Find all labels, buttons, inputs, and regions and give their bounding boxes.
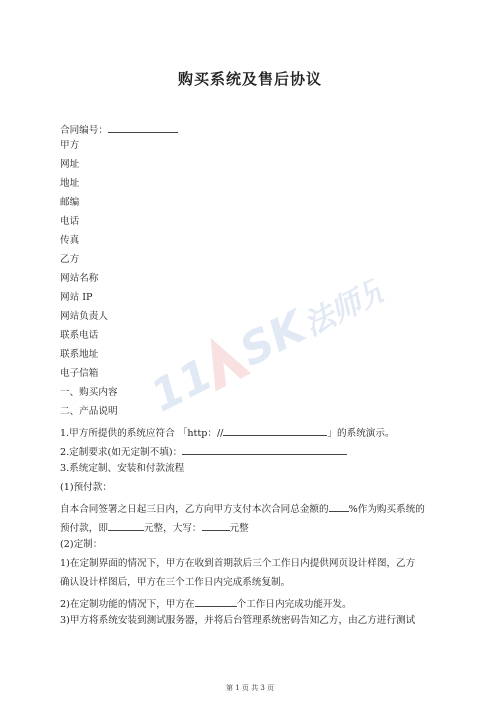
watermark-text-a: 11 <box>142 349 221 423</box>
percent-blank[interactable] <box>329 501 349 512</box>
party-a-label: 甲方 <box>60 140 80 151</box>
contract-number-line <box>60 122 178 137</box>
party-b-email: 电子信箱 <box>60 368 99 379</box>
contract-number-label: 合同编号： <box>60 125 108 136</box>
watermark-text-c: 法师兄 <box>298 271 395 344</box>
party-a-address: 地址 <box>60 178 80 189</box>
sub-prepayment: (1)预付款： <box>60 482 112 493</box>
party-b-site-name: 网站名称 <box>60 273 99 284</box>
prepayment-line-1 <box>60 501 425 516</box>
party-a-phone: 电话 <box>60 216 80 227</box>
clause-2-text: 2.定制要求(如无定制不填)： <box>60 447 183 458</box>
sub-customization: (2)定制： <box>60 539 103 550</box>
clause-1-text-end: 」的系统演示。 <box>327 428 395 439</box>
document-title: 购买系统及售后协议 <box>177 70 322 88</box>
amount-blank[interactable] <box>108 520 144 531</box>
party-a-fax: 传真 <box>60 235 80 246</box>
section-product-description: 二、产品说明 <box>60 406 118 417</box>
contract-number-blank[interactable] <box>108 122 178 133</box>
watermark-logo <box>133 244 401 447</box>
amount-suffix: 元整 <box>229 523 249 534</box>
custom-clause-1-line-2: 确认设计样图后，甲方在三个工作日内完成系统复制。 <box>60 577 291 588</box>
customization-blank[interactable] <box>182 444 347 455</box>
clause-2 <box>60 444 347 459</box>
party-b-site-ip: 网站 IP <box>60 292 93 303</box>
prepayment-text-start: 自本合同签署之日起三日内，乙方向甲方支付本次合同总金额的 <box>60 504 329 515</box>
prepayment-text-end: %作为购买系统的 <box>348 504 425 515</box>
amount-words-blank[interactable] <box>202 520 230 531</box>
clause-1-text-start: 1.甲方所提供的系统应符合 「http：// <box>60 428 224 439</box>
custom-clause-2-text-end: 个工作日内完成功能开发。 <box>236 599 352 610</box>
custom-clause-3: 3)甲方将系统安装到测试服务器，并将后台管理系统密码告知乙方，由乙方进行测试 <box>60 615 416 626</box>
party-b-contact-phone: 联系电话 <box>60 330 99 341</box>
custom-clause-2 <box>60 596 352 611</box>
party-b-contact-address: 联系地址 <box>60 349 99 360</box>
custom-clause-1-line-1: 1)在定制界面的情况下，甲方在收到首期款后三个工作日内提供网页设计样图，乙方 <box>60 558 416 569</box>
clause-1 <box>60 425 395 440</box>
party-a-postcode: 邮编 <box>60 197 80 208</box>
amount-in-words-label: 元整，大写： <box>143 523 202 534</box>
custom-clause-2-text-start: 2)在定制功能的情况下，甲方在 <box>60 599 195 610</box>
watermark-arrow-icon <box>193 329 251 392</box>
prepayment-amount-label: 预付款，即 <box>60 523 108 534</box>
party-a-website: 网址 <box>60 159 80 170</box>
watermark-text-b: SK <box>232 301 314 377</box>
workdays-blank[interactable] <box>195 596 237 607</box>
prepayment-line-2 <box>60 520 249 535</box>
system-url-blank[interactable] <box>223 425 327 436</box>
page-footer: 第 1 页 共 3 页 <box>225 684 275 692</box>
clause-3: 3.系统定制、安装和付款流程 <box>60 463 185 474</box>
party-b-label: 乙方 <box>60 254 80 265</box>
section-purchase-content: 一、购买内容 <box>60 387 118 398</box>
party-b-site-owner: 网站负责人 <box>60 311 108 322</box>
